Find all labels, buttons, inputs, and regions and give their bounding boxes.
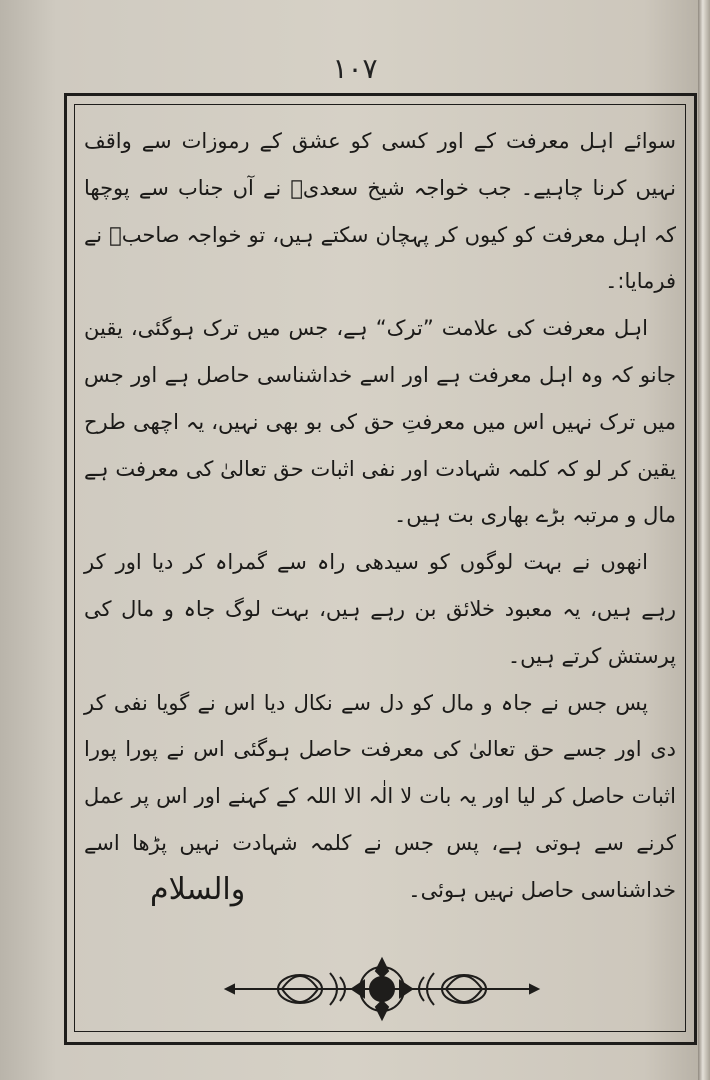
urdu-text-body (84, 118, 676, 914)
paragraph-1: سوائے اہل معرفت کے اور کسی کو عشق کے رموزات سے واقف نہیں کرنا چاہیے۔ جب خواجہ شیخ سعدیؒ نے آں جناب سے پوچھا کہ اہل معرفت کو کیوں کر پہچان سکتے ہیں، تو خواجہ صاحبؒ نے فرمایا:۔ (84, 129, 676, 294)
paragraph-3: انھوں نے بہت لوگوں کو سیدھی راہ سے گمراہ کر دیا اور کر رہے ہیں، یہ معبود خلائق بن رہے ہیں، بہت لوگ جاہ و مال کی پرستش کرتے ہیں۔ (84, 550, 676, 668)
paragraph-2: اہل معرفت کی علامت ”ترک“ ہے، جس میں ترک ہوگئی، یقین جانو کہ وہ اہل معرفت ہے اور اسے خداشناسی حاصل ہے اور جس میں ترک نہیں اس میں معرفتِ حق کی بو بھی نہیں، یہ اچھی طرح یقین کر لو کہ کلمہ شہادت اور نفی اثبات حق تعالیٰ کی معرفت ہے مال و مرتبہ بڑے بھاری بت ہیں۔ (84, 316, 676, 528)
floral-tailpiece-icon (222, 955, 542, 1023)
closing-salutation: والسلام (150, 872, 246, 907)
book-spine-edge (698, 0, 710, 1080)
paragraph-4: پس جس نے جاہ و مال کو دل سے نکال دیا اس نے گویا نفی کر دی اور جسے حق تعالیٰ کی معرفت حاصل ہوگئی اس نے پورا پورا اثبات حاصل کر لیا اور یہ بات لا الٰہ الا اللہ کے کہنے اور اس پر عمل کرنے سے ہوتی ہے، پس جس نے کلمہ شہادت نہیں پڑھا اسے خداشناسی حاصل نہیں ہوئی۔ (84, 690, 676, 902)
page-number: ۱۰۷ (332, 52, 378, 85)
